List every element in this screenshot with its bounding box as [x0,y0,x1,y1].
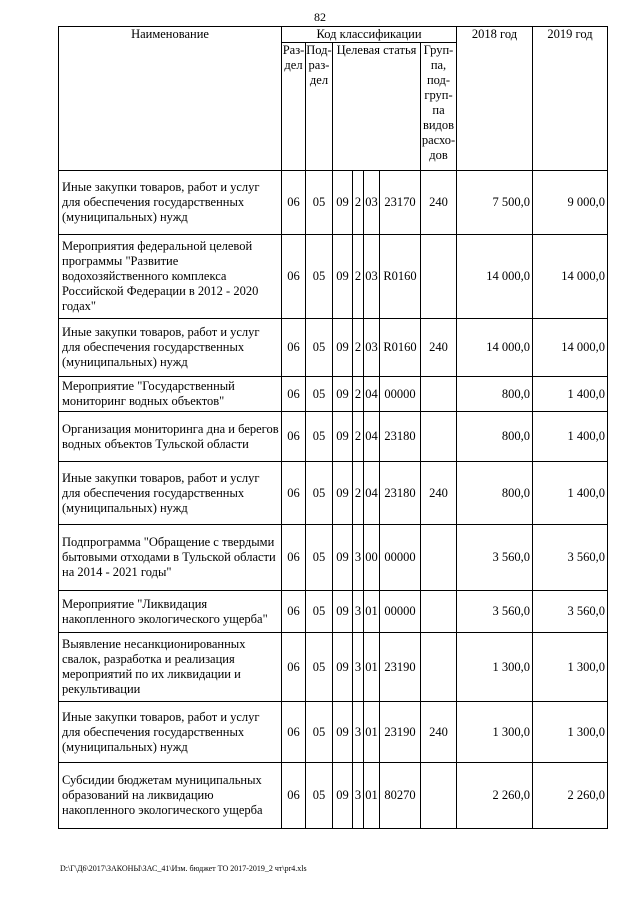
row-amount-2018: 1 300,0 [457,702,533,763]
row-target-subprogram: 2 [353,377,364,412]
row-amount-2019: 14 000,0 [533,235,608,319]
row-target-code: 23190 [380,633,421,702]
row-razdel: 06 [282,633,306,702]
row-amount-2019: 14 000,0 [533,319,608,377]
row-podrazdel: 05 [306,462,333,525]
table-row [59,412,608,462]
row-name: Иные закупки товаров, работ и услуг для обеспечения государственных (муниципальных) нужд [59,171,282,235]
row-razdel: 06 [282,702,306,763]
row-target-subprogram: 2 [353,462,364,525]
row-target-event: 01 [364,702,380,763]
row-amount-2018: 800,0 [457,412,533,462]
row-razdel: 06 [282,462,306,525]
row-expense-type: 240 [421,171,457,235]
row-target-event: 04 [364,462,380,525]
row-expense-type: 240 [421,462,457,525]
row-podrazdel: 05 [306,633,333,702]
row-target-event: 03 [364,235,380,319]
row-name: Мероприятие "Ликвидация накопленного экологического ущерба" [59,591,282,633]
table-row [59,377,608,412]
table-row [59,171,608,235]
table-row [59,702,608,763]
row-podrazdel: 05 [306,702,333,763]
row-expense-type: 240 [421,319,457,377]
row-name: Субсидии бюджетам муниципальных образований на ликвидацию накопленного экологического ущерба [59,763,282,829]
row-target-event: 01 [364,763,380,829]
row-expense-type [421,591,457,633]
row-target-program: 09 [333,591,353,633]
row-amount-2019: 1 400,0 [533,462,608,525]
row-name: Подпрограмма "Обращение с твердыми бытовыми отходами в Тульской области на 2014 - 2021 годы" [59,525,282,591]
row-target-event: 03 [364,171,380,235]
row-podrazdel: 05 [306,412,333,462]
row-name: Мероприятие "Государственный мониторинг водных объектов" [59,377,282,412]
row-expense-type [421,633,457,702]
row-razdel: 06 [282,763,306,829]
row-target-program: 09 [333,412,353,462]
row-target-event: 01 [364,633,380,702]
row-amount-2019: 1 400,0 [533,412,608,462]
row-razdel: 06 [282,591,306,633]
row-podrazdel: 05 [306,525,333,591]
table-row [59,763,608,829]
row-target-subprogram: 2 [353,319,364,377]
row-target-code: R0160 [380,319,421,377]
row-target-program: 09 [333,319,353,377]
row-razdel: 06 [282,525,306,591]
row-razdel: 06 [282,235,306,319]
row-expense-type [421,525,457,591]
table-body [59,171,608,829]
row-target-subprogram: 2 [353,171,364,235]
row-razdel: 06 [282,171,306,235]
row-amount-2019: 2 260,0 [533,763,608,829]
table-row [59,525,608,591]
row-podrazdel: 05 [306,171,333,235]
row-target-code: 23180 [380,412,421,462]
row-amount-2018: 14 000,0 [457,319,533,377]
row-target-subprogram: 3 [353,633,364,702]
row-amount-2019: 9 000,0 [533,171,608,235]
row-target-code: 23170 [380,171,421,235]
row-name: Иные закупки товаров, работ и услуг для обеспечения государственных (муниципальных) нужд [59,462,282,525]
row-name: Иные закупки товаров, работ и услуг для обеспечения государственных (муниципальных) нужд [59,319,282,377]
row-target-code: 23180 [380,462,421,525]
row-target-code: 23190 [380,702,421,763]
row-target-code: 00000 [380,377,421,412]
row-podrazdel: 05 [306,591,333,633]
row-amount-2018: 3 560,0 [457,591,533,633]
row-name: Организация мониторинга дна и берегов водных объектов Тульской области [59,412,282,462]
row-target-program: 09 [333,235,353,319]
row-target-subprogram: 3 [353,525,364,591]
table-row [59,591,608,633]
table-row [59,319,608,377]
row-amount-2019: 3 560,0 [533,525,608,591]
row-razdel: 06 [282,319,306,377]
row-expense-type [421,412,457,462]
row-amount-2018: 800,0 [457,462,533,525]
row-amount-2018: 2 260,0 [457,763,533,829]
header-podrazdel: Под- раз- дел [306,43,333,171]
header-target: Целевая статья [333,43,421,171]
budget-table [58,26,608,829]
row-target-code: 00000 [380,525,421,591]
row-name: Выявление несанкционированных свалок, разработка и реализация мероприятий по их ликвидации и рекультивации [59,633,282,702]
row-target-program: 09 [333,763,353,829]
row-razdel: 06 [282,412,306,462]
row-amount-2018: 3 560,0 [457,525,533,591]
row-target-subprogram: 2 [353,412,364,462]
row-target-code: 80270 [380,763,421,829]
table-row [59,633,608,702]
row-name: Мероприятия федеральной целевой программы "Развитие водохозяйственного комплекса Российской Федерации в 2012 - 2020 годах" [59,235,282,319]
row-target-program: 09 [333,525,353,591]
row-podrazdel: 05 [306,235,333,319]
row-target-event: 00 [364,525,380,591]
row-amount-2019: 3 560,0 [533,591,608,633]
row-target-subprogram: 3 [353,591,364,633]
row-name: Иные закупки товаров, работ и услуг для обеспечения государственных (муниципальных) нужд [59,702,282,763]
row-target-subprogram: 3 [353,702,364,763]
row-target-event: 03 [364,319,380,377]
row-target-event: 04 [364,412,380,462]
header-code: Код классификации [282,27,457,43]
row-target-event: 01 [364,591,380,633]
row-target-program: 09 [333,171,353,235]
header-2018: 2018 год [457,27,533,171]
row-razdel: 06 [282,377,306,412]
row-amount-2018: 7 500,0 [457,171,533,235]
row-target-program: 09 [333,377,353,412]
table-row [59,235,608,319]
header-name: Наименование [59,27,282,171]
row-target-program: 09 [333,702,353,763]
row-target-code: R0160 [380,235,421,319]
row-amount-2018: 14 000,0 [457,235,533,319]
row-amount-2018: 800,0 [457,377,533,412]
row-target-program: 09 [333,633,353,702]
row-podrazdel: 05 [306,319,333,377]
row-target-subprogram: 2 [353,235,364,319]
row-expense-type [421,235,457,319]
row-podrazdel: 05 [306,763,333,829]
header-razdel: Раз- дел [282,43,306,171]
row-target-program: 09 [333,462,353,525]
header-group: Груп- па, под- груп- па видов расхо- дов [421,43,457,171]
header-2019: 2019 год [533,27,608,171]
table-row [59,462,608,525]
row-target-subprogram: 3 [353,763,364,829]
row-amount-2019: 1 400,0 [533,377,608,412]
file-path-footer: D:\Г\Д6\2017\ЗАКОНЫ\ЗАС_41\Изм. бюджет ТО 2017-2019_2 чт\pr4.xls [60,864,307,873]
row-target-code: 00000 [380,591,421,633]
row-expense-type: 240 [421,702,457,763]
row-amount-2019: 1 300,0 [533,633,608,702]
row-expense-type [421,377,457,412]
row-expense-type [421,763,457,829]
row-podrazdel: 05 [306,377,333,412]
row-amount-2018: 1 300,0 [457,633,533,702]
row-target-event: 04 [364,377,380,412]
row-amount-2019: 1 300,0 [533,702,608,763]
page-number: 82 [314,10,326,24]
